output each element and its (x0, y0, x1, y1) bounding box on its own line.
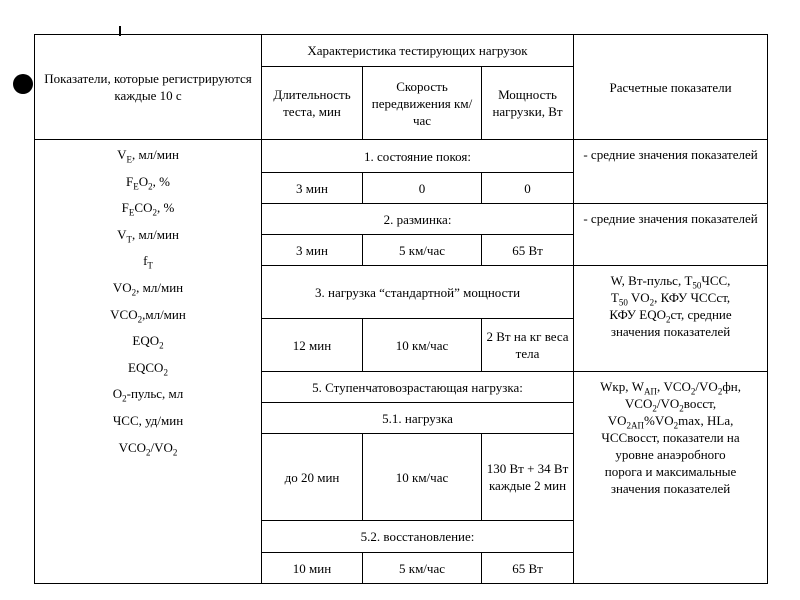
header-speed: Скорость передвижения км/час (363, 67, 482, 140)
rest-duration: 3 мин (262, 173, 363, 204)
calc-stepwise: Wкр, $W_{АП}$, $VCO_2/VO_2фн$, $VCO_2/VO_2восст$, $VO_{2АП}\%VO_2\max$, HLa, ЧССвосст, показатели на уровне анаэробного порога и максимальные значения показателей (574, 372, 768, 584)
recovery-duration: 10 мин (262, 553, 363, 584)
header-power: Мощность нагрузки, Вт (482, 67, 574, 140)
stepwise-speed: 10 км/час (363, 434, 482, 521)
param-vco2-vo2: $VCO_2/VO_2$ (118, 439, 178, 458)
section-recovery-title: 5.2. восстановление: (262, 521, 574, 553)
section-warmup-title: 2. разминка: (262, 204, 574, 235)
param-feco2: $F_ECO_2$, % (121, 200, 175, 218)
param-vt: $V_T$, мл/мин (117, 226, 179, 245)
calc-warmup: - средние значения показателей (574, 204, 768, 266)
section-standard-title: 3. нагрузка “стандартной” мощности (262, 266, 574, 319)
bullet-icon (13, 74, 33, 94)
calc-rest: - средние значения показателей (574, 140, 768, 204)
header-duration: Длительность теста, мин (262, 67, 363, 140)
rest-speed: 0 (363, 173, 482, 204)
section-stepwise-title: 5. Ступенчатовозрастающая нагрузка: (262, 372, 574, 403)
header-calculated-indicators: Расчетные показатели (574, 35, 768, 140)
recovery-power: 65 Вт (482, 553, 574, 584)
param-feo2: $F_EO_2$, % (126, 173, 170, 192)
param-vo2: $VO_2$, мл/мин (112, 279, 184, 298)
stepwise-power: 130 Вт + 34 Вт каждые 2 мин (482, 434, 574, 521)
warmup-power: 65 Вт (482, 235, 574, 266)
param-eqco2: $EQCO_2$ (128, 359, 168, 378)
warmup-speed: 5 км/час (363, 235, 482, 266)
section-rest-title: 1. состояние покоя: (262, 140, 574, 173)
param-eqo2: $EQO_2$ (132, 333, 164, 351)
standard-power: 2 Вт на кг веса тела (482, 319, 574, 372)
param-vco2: $VCO_2,мл$/мин (110, 306, 186, 325)
warmup-duration: 3 мин (262, 235, 363, 266)
registered-params-list (35, 140, 262, 584)
rest-power: 0 (482, 173, 574, 204)
calc-standard: W, Вт-пульс, $T_{50}ЧСС$, $T_{50}$ $VO_2$, КФУ ЧССст, КФУ $EQO_2ст$, средние значения показателей (574, 266, 768, 372)
param-ve: $V_E$, мл/мин (117, 147, 179, 165)
param-o2-pulse: $O_2$-пульс, мл (112, 386, 184, 404)
stepwise-duration: до 20 мин (262, 434, 363, 521)
param-ft: $f_T$ (143, 253, 153, 271)
recovery-speed: 5 км/час (363, 553, 482, 584)
header-load-characteristics: Характеристика тестирующих нагрузок (262, 35, 574, 67)
standard-duration: 12 мин (262, 319, 363, 372)
param-hr: ЧСС, уд/мин (112, 412, 184, 428)
header-registered-indicators: Показатели, которые регистрируются каждые 10 с (35, 35, 262, 140)
section-load-title: 5.1. нагрузка (262, 403, 574, 434)
load-test-table (34, 34, 768, 584)
standard-speed: 10 км/час (363, 319, 482, 372)
